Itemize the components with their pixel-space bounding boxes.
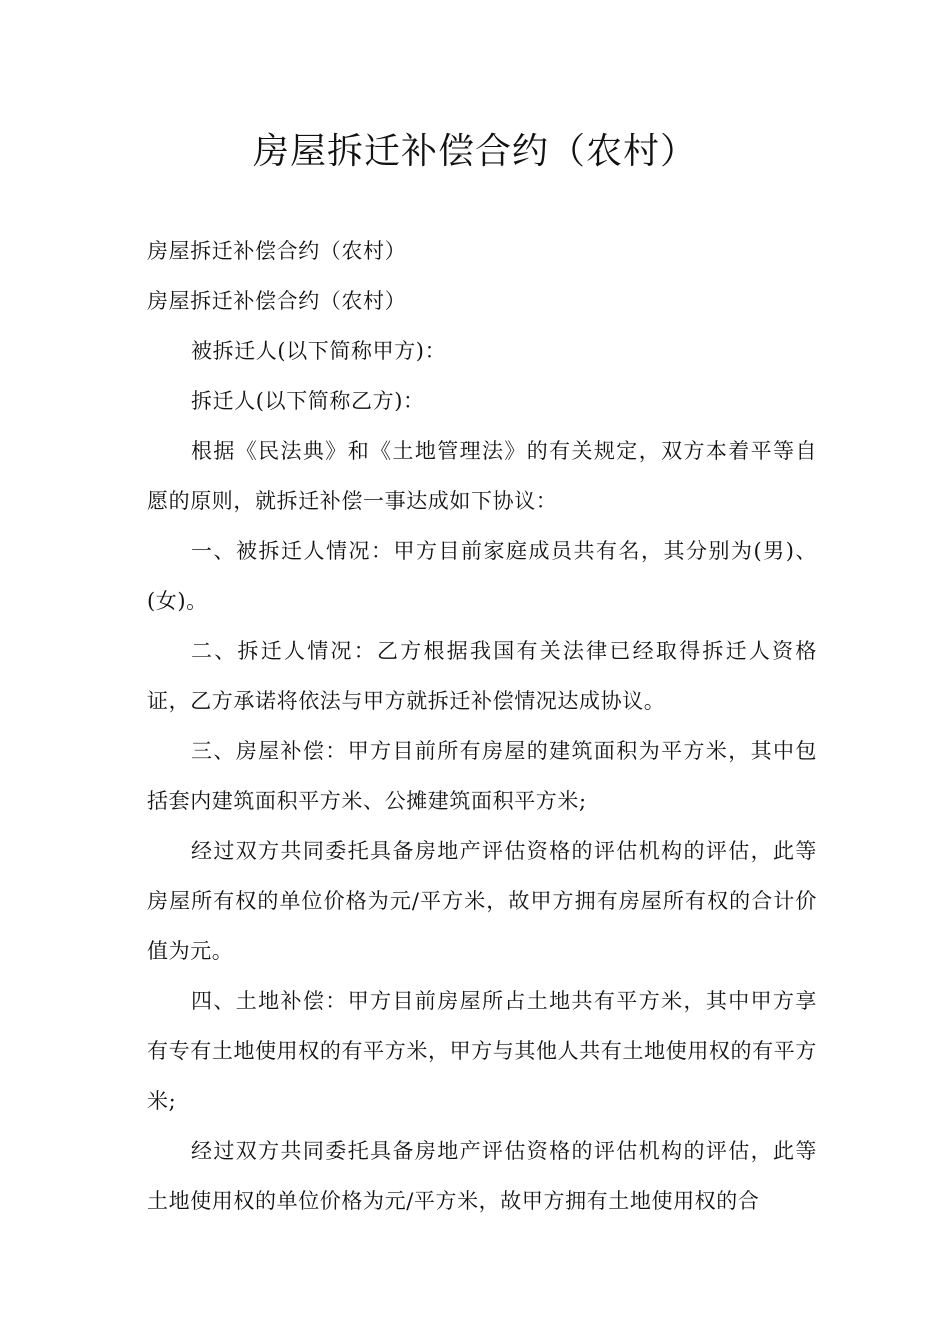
paragraph-clause-4: 四、土地补偿：甲方目前房屋所占土地共有平方米，其中甲方享有专有土地使用权的有平方米，甲方与其他人共有土地使用权的有平方米; — [147, 989, 817, 1113]
document-body — [147, 226, 817, 1226]
paragraph-preamble: 根据《民法典》和《土地管理法》的有关规定，双方本着平等自愿的原则，就拆迁补偿一事达成如下协议： — [147, 439, 817, 513]
paragraph-subtitle-1: 房屋拆迁补偿合约（农村） — [147, 239, 407, 263]
paragraph-clause-2: 二、拆迁人情况：乙方根据我国有关法律已经取得拆迁人资格证，乙方承诺将依法与甲方就拆迁补偿情况达成协议。 — [147, 639, 817, 713]
paragraph-subtitle-2: 房屋拆迁补偿合约（农村） — [147, 289, 407, 313]
document-title: 房屋拆迁补偿合约（农村） — [252, 131, 697, 172]
paragraph-party-b: 拆迁人(以下简称乙方)： — [191, 389, 425, 413]
paragraph-clause-3: 三、房屋补偿：甲方目前所有房屋的建筑面积为平方米，其中包括套内建筑面积平方米、公摊建筑面积平方米; — [147, 739, 817, 813]
paragraph-party-a: 被拆迁人(以下简称甲方)： — [191, 339, 447, 363]
paragraph-clause-4-valuation: 经过双方共同委托具备房地产评估资格的评估机构的评估，此等土地使用权的单位价格为元/平方米，故甲方拥有土地使用权的合 — [147, 1139, 817, 1213]
paragraph-clause-1: 一、被拆迁人情况：甲方目前家庭成员共有名，其分别为(男)、(女)。 — [147, 539, 817, 613]
paragraph-clause-3-valuation: 经过双方共同委托具备房地产评估资格的评估机构的评估，此等房屋所有权的单位价格为元/平方米，故甲方拥有房屋所有权的合计价值为元。 — [147, 839, 817, 963]
